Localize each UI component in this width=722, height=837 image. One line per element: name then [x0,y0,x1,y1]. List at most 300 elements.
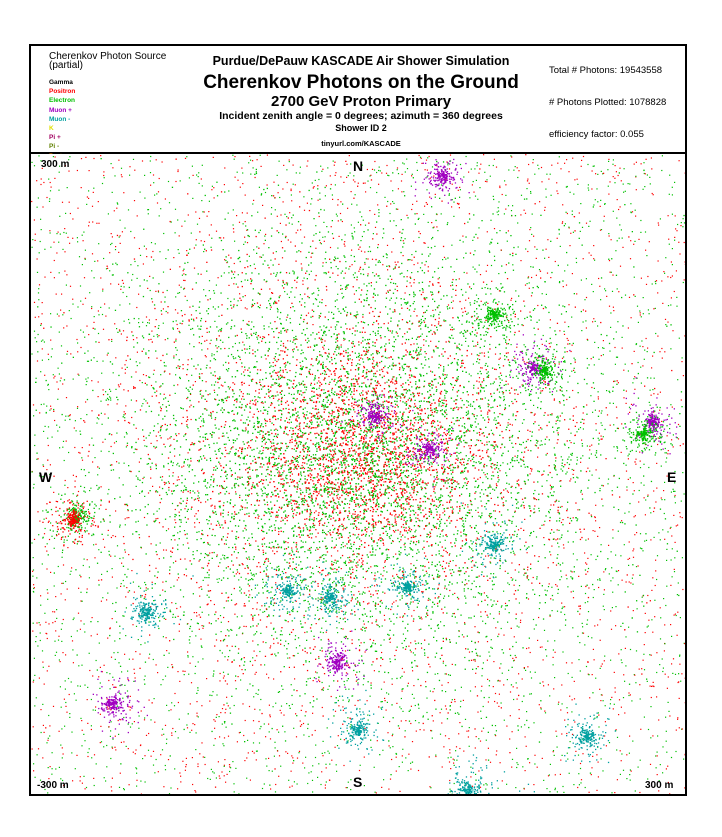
photon-point [636,162,637,163]
photon-point [129,659,130,660]
photon-point [460,701,461,702]
photon-point [73,619,74,620]
photon-point [670,404,671,405]
photon-point [630,582,631,583]
photon-point [404,302,405,303]
photon-point [44,519,45,520]
photon-point [441,685,442,686]
photon-point [401,698,402,699]
photon-point [168,759,169,760]
photon-point [595,517,596,518]
photon-point [271,207,272,208]
photon-point [65,689,66,690]
photon-point [671,535,672,536]
photon-point [493,573,494,574]
photon-point [589,252,590,253]
photon-point [441,722,442,723]
photon-point [156,664,157,665]
photon-point [387,201,388,202]
photon-point [216,714,217,715]
photon-point [339,696,340,697]
photon-point [308,494,309,495]
photon-point [555,261,556,262]
photon-point [76,339,77,340]
photon-point [364,624,365,625]
photon-point [270,421,271,422]
photon-point [317,672,318,673]
legend-item: Muon + [49,106,72,114]
photon-point [64,460,65,461]
photon-point [205,501,206,502]
photon-point [98,549,99,550]
photon-point [382,404,383,405]
photon-point [86,787,87,788]
photon-point [47,438,48,439]
photon-point [270,645,271,646]
photon-point [52,622,53,623]
photon-point [134,237,135,238]
photon-point [681,399,682,400]
photon-point [129,166,130,167]
photon-point [388,279,389,280]
photon-point [55,630,56,631]
photon-point [162,679,163,680]
photon-point [438,268,439,269]
photon-point [240,679,241,680]
photon-point [32,576,33,577]
photon-point [521,612,522,613]
photon-point [516,762,517,763]
photon-point [621,229,622,230]
photon-point [600,200,601,201]
photon-point [645,613,646,614]
photon-point [111,341,112,342]
photon-point [277,317,278,318]
photon-point [480,616,481,617]
photon-point [189,177,190,178]
photon-point [124,789,125,790]
photon-point [357,553,358,554]
photon-point [496,483,497,484]
photon-point [412,204,413,205]
photon-point [382,237,383,238]
photon-point [585,320,586,321]
photon-point [50,313,51,314]
photon-point [563,547,564,548]
photon-point [594,531,595,532]
photon-point [533,619,534,620]
photon-point [85,379,86,380]
photon-point [177,219,178,220]
photon-point [511,344,512,345]
photon-point [208,211,209,212]
photon-point [371,539,372,540]
photon-point [588,226,589,227]
photon-point [620,774,621,775]
photon-point [678,582,679,583]
photon-point [361,251,362,252]
photon-point [43,667,44,668]
photon-point [509,339,510,340]
photon-point [441,184,442,185]
photon-point [98,418,99,419]
photon-point [533,531,534,532]
photon-point [488,555,489,556]
photon-point [657,394,658,395]
photon-point [73,475,74,476]
photon-point [573,784,574,785]
photon-point [236,573,237,574]
photon-point [626,581,627,582]
photon-point [561,465,562,466]
photon-point [283,541,284,542]
photon-point [260,566,261,567]
photon-point [648,625,649,626]
photon-point [289,273,290,274]
photon-point [43,431,44,432]
photon-point [60,310,61,311]
photon-point [454,783,455,784]
photon-point [385,700,386,701]
photon-point [363,220,364,221]
photon-point [543,780,544,781]
photon-point [198,172,199,173]
photon-point [61,345,62,346]
photon-point [359,708,360,709]
photon-point [192,631,193,632]
photon-point [135,753,136,754]
photon-point [301,710,302,711]
photon-point [367,258,368,259]
photon-point [111,446,112,447]
photon-point [611,239,612,240]
photon-point [297,458,298,459]
photon-point [632,741,633,742]
photon-point [169,483,170,484]
photon-point [681,222,682,223]
photon-point [660,764,661,765]
photon-point [225,447,226,448]
photon-point [626,471,627,472]
photon-point [112,684,113,685]
photon-point [37,207,38,208]
photon-point [478,641,479,642]
photon-point [441,406,442,407]
photon-point [137,365,138,366]
photon-point [189,471,190,472]
photon-point [495,354,496,355]
photon-point [530,468,531,469]
photon-point [500,447,501,448]
photon-point [135,749,136,750]
photon-point [437,673,438,674]
photon-point [133,452,134,453]
photon-point [160,374,161,375]
photon-point [594,589,595,590]
photon-point [490,647,491,648]
photon-point [614,704,615,705]
photon-point [603,606,604,607]
photon-point [303,723,304,724]
photon-point [598,359,599,360]
photon-point [395,262,396,263]
photon-point [312,791,313,792]
photon-point [451,245,452,246]
photon-point [370,594,371,595]
photon-point [323,389,324,390]
photon-point [133,339,134,340]
photon-point [71,636,72,637]
photon-point [475,747,476,748]
photon-point [186,424,187,425]
photon-point [114,687,115,688]
photon-point [432,166,433,167]
photon-point [410,282,411,283]
photon-point [470,767,471,768]
photon-point [440,534,441,535]
photon-point [58,389,59,390]
photon-point [336,764,337,765]
photon-point [591,284,592,285]
photon-point [562,786,563,787]
photon-point [234,384,235,385]
photon-point [618,209,619,210]
photon-point [481,593,482,594]
photon-point [634,675,635,676]
photon-point [307,160,308,161]
photon-point [640,467,641,468]
photon-point [534,755,535,756]
photon-point [415,530,416,531]
photon-point [606,745,607,746]
photon-point [426,485,427,486]
photon-point [103,394,104,395]
photon-point [458,203,459,204]
photon-point [493,661,494,662]
photon-point [75,420,76,421]
photon-point [180,781,181,782]
photon-point [683,759,684,760]
photon-point [166,311,167,312]
photon-point [305,661,306,662]
photon-point [192,389,193,390]
photon-point [597,579,598,580]
photon-point [550,504,551,505]
photon-point [144,496,145,497]
legend-item: Pi - [49,143,60,151]
photon-point [570,192,571,193]
photon-point [216,412,217,413]
photon-point [675,614,676,615]
photon-point [118,734,119,735]
photon-point [314,186,315,187]
photon-point [73,618,74,619]
photon-point [413,241,414,242]
photon-point [587,558,588,559]
photon-point [644,669,645,670]
photon-point [173,329,174,330]
photon-point [615,165,616,166]
photon-point [426,189,427,190]
photon-point [103,746,104,747]
photon-point [139,248,140,249]
photon-point [305,476,306,477]
photon-point [58,242,59,243]
photon-point [407,168,408,169]
photon-point [209,280,210,281]
photon-point [228,736,229,737]
photon-point [362,358,363,359]
photon-point [77,170,78,171]
photon-point [115,736,116,737]
photon-point [87,196,88,197]
photon-point [349,507,350,508]
photon-point [374,316,375,317]
photon-point [477,199,478,200]
photon-point [123,580,124,581]
photon-point [177,324,178,325]
photon-point [389,213,390,214]
photon-point [60,661,61,662]
photon-point [679,664,680,665]
photon-point [660,392,661,393]
photon-point [503,635,504,636]
photon-point [149,323,150,324]
photon-point [98,310,99,311]
photon-point [391,251,392,252]
photon-point [133,681,134,682]
photon-point [165,725,166,726]
photon-point [117,545,118,546]
photon-point [659,410,660,411]
photon-point [524,361,525,362]
photon-point [96,423,97,424]
photon-point [518,246,519,247]
photon-point [249,394,250,395]
photon-point [159,522,160,523]
photon-point [174,705,175,706]
photon-point [483,494,484,495]
photon-point [546,480,547,481]
photon-point [494,159,495,160]
photon-point [32,571,33,572]
photon-point [162,729,163,730]
photon-point [407,308,408,309]
photon-point [250,401,251,402]
photon-point [421,643,422,644]
photon-point [304,580,305,581]
photon-point [391,472,392,473]
photon-point [446,708,447,709]
photon-point [384,593,385,594]
photon-point [578,659,579,660]
photon-point [675,228,676,229]
photon-point [197,326,198,327]
photon-point [675,542,676,543]
photon-point [351,224,352,225]
photon-point [179,512,180,513]
photon-point [77,685,78,686]
photon-point [106,766,107,767]
photon-point [310,511,311,512]
photon-point [522,499,523,500]
photon-point [102,290,103,291]
photon-point [315,730,316,731]
photon-point [526,188,527,189]
photon-point [393,530,394,531]
photon-point [192,784,193,785]
photon-point [34,435,35,436]
photon-point [432,440,433,441]
photon-point [645,173,646,174]
photon-point [159,508,160,509]
photon-point [432,310,433,311]
photon-point [464,330,465,331]
photon-point [377,496,378,497]
photon-point [643,464,644,465]
photon-point [194,790,195,791]
photon-point [435,755,436,756]
photon-point [135,387,136,388]
photon-point [59,659,60,660]
photon-point [556,417,557,418]
photon-point [610,660,611,661]
photon-point [588,636,589,637]
photon-point [350,631,351,632]
photon-point [78,491,79,492]
photon-point [656,652,657,653]
photon-point [352,695,353,696]
photon-point [529,312,530,313]
photon-point [202,530,203,531]
photon-point [674,571,675,572]
photon-point [569,245,570,246]
photon-point [274,742,275,743]
photon-point [601,171,602,172]
photon-point [564,270,565,271]
legend-item: Gamma [49,79,73,86]
photon-point [351,255,352,256]
photon-point [428,222,429,223]
photon-point [587,601,588,602]
photon-point [98,333,99,334]
photon-point [391,279,392,280]
photon-point [50,247,51,248]
photon-point [325,236,326,237]
photon-point [656,463,657,464]
photon-point [189,732,190,733]
photon-point [140,644,141,645]
photon-point [139,534,140,535]
photon-point [417,666,418,667]
photon-point [296,287,297,288]
photon-point [277,308,278,309]
photon-point [117,202,118,203]
photon-point [580,203,581,204]
photon-point [291,217,292,218]
photon-point [220,476,221,477]
photon-point [367,181,368,182]
photon-point [658,260,659,261]
photon-point [489,685,490,686]
photon-point [608,545,609,546]
photon-point [655,560,656,561]
photon-point [222,724,223,725]
photon-point [197,460,198,461]
photon-point [126,432,127,433]
photon-point [498,207,499,208]
photon-point [91,306,92,307]
